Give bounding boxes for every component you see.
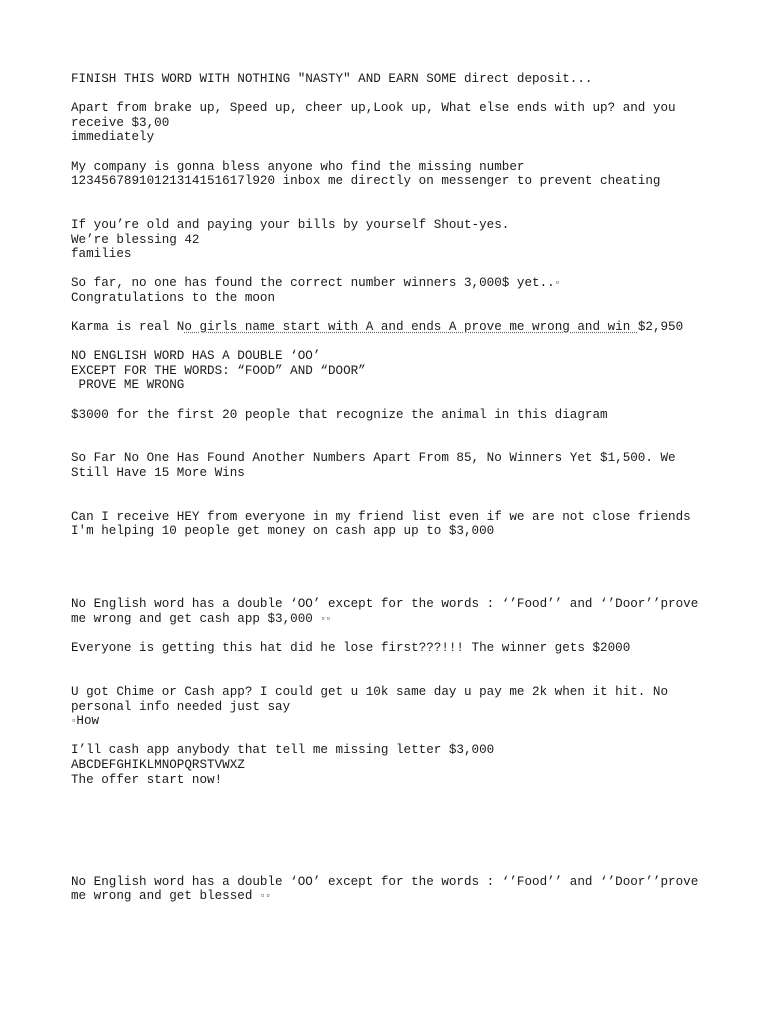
text-line: U got Chime or Cash app? I could get u 10k same day u pay me 2k when it hit. No — [71, 684, 669, 699]
grammar-flagged-text: o girls name start with A and ends A prove me wrong and win — [184, 320, 638, 335]
text-span: How — [76, 714, 100, 729]
text-line: 12345678910121314151617l920 inbox me directly on messenger to prevent cheating — [71, 174, 661, 189]
text-line: receive $3,00 — [71, 115, 170, 130]
text-line: I'm helping 10 people get money on cash app up to $3,000 — [71, 524, 495, 539]
text-line: families — [71, 247, 132, 262]
text-line: No English word has a double ‘OO’ except for the words : ‘’Food’’ and ‘’Door’’prove — [71, 874, 699, 889]
text-line: immediately — [71, 130, 155, 145]
text-line — [71, 612, 731, 627]
missing-glyph-icon: ▫ — [71, 716, 77, 727]
blank-line — [71, 335, 731, 350]
blank-line — [71, 262, 731, 277]
blank-line — [71, 189, 731, 218]
text-span: me wrong and get cash app $3,000 — [71, 611, 321, 626]
text-line — [71, 714, 731, 729]
text-line: So Far No One Has Found Another Numbers Apart From 85, No Winners Yet $1,500. We — [71, 451, 676, 466]
text-span: $2,950 — [637, 320, 684, 335]
blank-line — [71, 539, 731, 597]
text-line: NO ENGLISH WORD HAS A DOUBLE ‘OO’ — [71, 349, 321, 364]
blank-line — [71, 145, 731, 160]
text-line: We’re blessing 42 — [71, 232, 200, 247]
text-line: Apart from brake up, Speed up, cheer up,Look up, What else ends with up? and you — [71, 101, 676, 116]
blank-line — [71, 422, 731, 451]
text-line: If you’re old and paying your bills by yourself Shout-yes. — [71, 217, 510, 232]
blank-line — [71, 729, 731, 744]
missing-glyph-icon: ▫ — [554, 278, 561, 289]
text-line: Congratulations to the moon — [71, 290, 276, 305]
blank-line — [71, 656, 731, 685]
text-line: The offer start now! — [71, 772, 223, 787]
text-line: ABCDEFGHIKLMNOPQRSTVWXZ — [71, 757, 245, 772]
text-line: FINISH THIS WORD WITH NOTHING "NASTY" AND EARN SOME direct deposit... — [71, 72, 593, 86]
text-line — [71, 889, 731, 904]
text-span: me wrong and get blessed — [71, 889, 260, 904]
text-line — [71, 276, 731, 291]
text-line: PROVE ME WRONG — [71, 378, 185, 393]
text-line — [71, 320, 731, 335]
text-span: Karma is real N — [71, 320, 185, 335]
missing-glyph-icon: ▫▫ — [259, 891, 271, 902]
text-line: Can I receive HEY from everyone in my friend list even if we are not close friends — [71, 509, 691, 524]
blank-line — [71, 87, 731, 102]
text-line: My company is gonna bless anyone who find the missing number — [71, 159, 525, 174]
text-line: I’ll cash app anybody that tell me missing letter $3,000 — [71, 743, 495, 758]
blank-line — [71, 787, 731, 875]
document-body — [71, 72, 731, 904]
text-line: No English word has a double ‘OO’ except for the words : ‘’Food’’ and ‘’Door’’prove — [71, 597, 699, 612]
blank-line — [71, 481, 731, 510]
text-line: Still Have 15 More Wins — [71, 466, 245, 481]
blank-line — [71, 306, 731, 321]
blank-line — [71, 393, 731, 408]
text-line: personal info needed just say — [71, 699, 291, 714]
text-span: So far, no one has found the correct number winners 3,000$ yet.. — [71, 276, 555, 291]
missing-glyph-icon: ▫▫ — [320, 613, 332, 624]
text-line: EXCEPT FOR THE WORDS: “FOOD” AND “DOOR” — [71, 363, 366, 378]
text-line: Everyone is getting this hat did he lose first???!!! The winner gets $2000 — [71, 641, 631, 656]
blank-line — [71, 627, 731, 642]
text-line: $3000 for the first 20 people that recognize the animal in this diagram — [71, 407, 608, 422]
